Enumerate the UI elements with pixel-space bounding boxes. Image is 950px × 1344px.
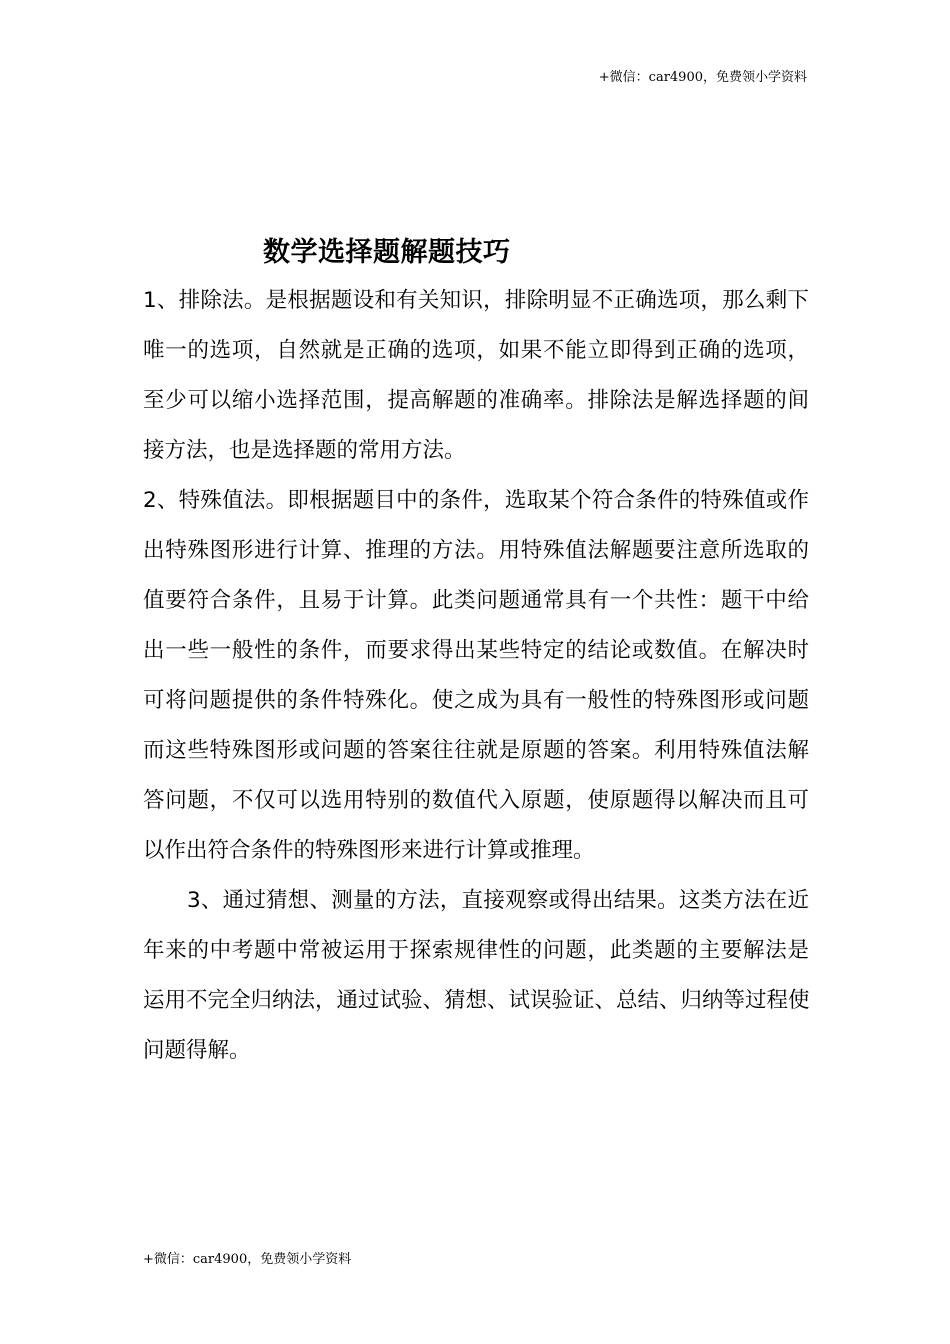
paragraph-line: 至少可以缩小选择范围，提高解题的准确率。排除法是解选择题的间: [143, 388, 809, 413]
paragraph-line: 而这些特殊图形或问题的答案往往就是原题的答案。利用特殊值法解: [143, 738, 809, 763]
paragraph-line: 问题得解。: [143, 1038, 251, 1063]
paragraph-line: 2、特殊值法。即根据题目中的条件，选取某个符合条件的特殊值或作: [143, 488, 809, 513]
paragraph-line: 出特殊图形进行计算、推理的方法。用特殊值法解题要注意所选取的: [143, 538, 809, 563]
document-body: [143, 276, 809, 1076]
paragraph-special-value-method: [143, 476, 809, 876]
paragraph-line: 以作出符合条件的特殊图形来进行计算或推理。: [143, 838, 595, 863]
paragraph-line: 年来的中考题中常被运用于探索规律性的问题，此类题的主要解法是: [143, 938, 809, 963]
paragraph-line: 值要符合条件，且易于计算。此类问题通常具有一个共性：题干中给: [143, 588, 809, 613]
paragraph-exclusion-method: [143, 276, 809, 476]
paragraph-line: 接方法，也是选择题的常用方法。: [143, 438, 466, 463]
paragraph-line: 出一些一般性的条件，而要求得出某些特定的结论或数值。在解决时: [143, 638, 809, 663]
footer-watermark-note: +微信：car4900，免费领小学资料: [143, 1252, 352, 1267]
paragraph-line: 可将问题提供的条件特殊化。使之成为具有一般性的特殊图形或问题: [143, 688, 809, 713]
paragraph-line: 3、通过猜想、测量的方法，直接观察或得出结果。这类方法在近: [187, 888, 809, 913]
header-watermark-note: +微信：car4900，免费领小学资料: [598, 70, 807, 85]
paragraph-line: 1、排除法。是根据题设和有关知识，排除明显不正确选项，那么剩下: [143, 288, 809, 313]
paragraph-line: 运用不完全归纳法，通过试验、猜想、试误验证、总结、归纳等过程使: [143, 988, 810, 1013]
document-title: 数学选择题解题技巧: [263, 237, 511, 268]
paragraph-line: 答问题，不仅可以选用特别的数值代入原题，使原题得以解决而且可: [143, 788, 809, 813]
paragraph-line: 唯一的选项，自然就是正确的选项，如果不能立即得到正确的选项，: [143, 338, 809, 363]
paragraph-guess-measure-method: [143, 876, 809, 1076]
